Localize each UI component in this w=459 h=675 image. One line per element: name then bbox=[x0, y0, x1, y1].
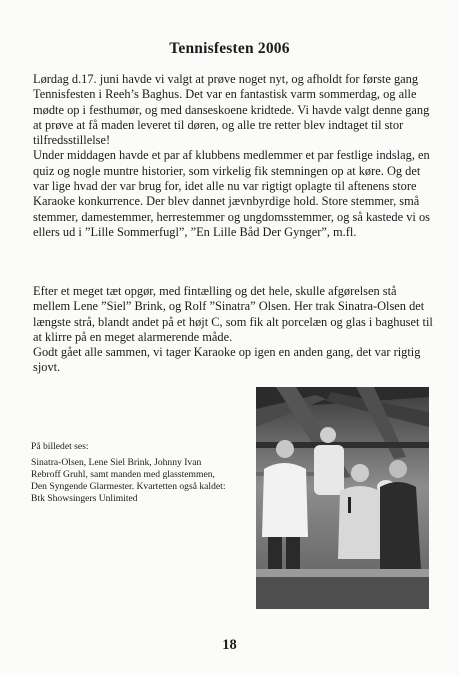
page-title: Tennisfesten 2006 bbox=[169, 40, 290, 57]
article-section-1 bbox=[33, 72, 435, 240]
paragraph: Under middagen havde et par af klubbens medlemmer et par festlige indslag, en quiz og nogle muntre historier, som virkelig fik stemningen op at køre. Og det var lige hvad der var brug for, idet alle nu var rigtigt oplagte til aftenens store Karaoke konkurrence. Der blev dannet jævnbyrdige hold. Store stemmer, små stemmer, damestemmer, herrestemmer og ungdomsstemmer, og så kastede vi os ellers ud i ”Lille Sommerfugl”, ”En Lille Båd Der Gynger”, m.fl. bbox=[33, 148, 430, 239]
photo-caption bbox=[31, 441, 256, 505]
paragraph: Lørdag d.17. juni havde vi valgt at prøve noget nyt, og afholdt for første gang Tennisfesten i Reeh’s Baghus. Det var en fantastisk varm sommerdag, og alle mødte op i festhumør, og med danseskoene kridtede. Vi havde valgt denne gang at prøve at få maden leveret til døren, og alle tre retter blev indtaget til stor tilfredsstillelse! bbox=[33, 72, 430, 148]
caption-label: På billedet ses: bbox=[31, 441, 89, 452]
caption-line: Den Syngende Glarmester. Kvartetten også kaldet: bbox=[31, 480, 226, 492]
paragraph: Godt gået alle sammen, vi tager Karaoke op igen en anden gang, det var rigtig sjovt. bbox=[33, 345, 421, 375]
caption-line: Btk Showsingers Unlimited bbox=[31, 492, 138, 504]
karaoke-photo bbox=[256, 387, 429, 609]
caption-line: Sinatra-Olsen, Lene Siel Brink, Johnny Ivan bbox=[31, 456, 202, 468]
caption-line: Rebroff Gruhl, samt manden med glasstemmen, bbox=[31, 468, 215, 480]
page-number: 18 bbox=[222, 637, 237, 653]
article-section-2 bbox=[33, 284, 435, 376]
paragraph: Efter et meget tæt opgør, med fintælling og det hele, skulle afgørelsen stå mellem Lene ”Siel” Brink, og Rolf ”Sinatra” Olsen. Her trak Sinatra-Olsen det længste strå, blandt andet på et højt C, som fik alt porcelæn og glas i baghuset til at klirre på en meget alarmerende måde. bbox=[33, 284, 433, 344]
